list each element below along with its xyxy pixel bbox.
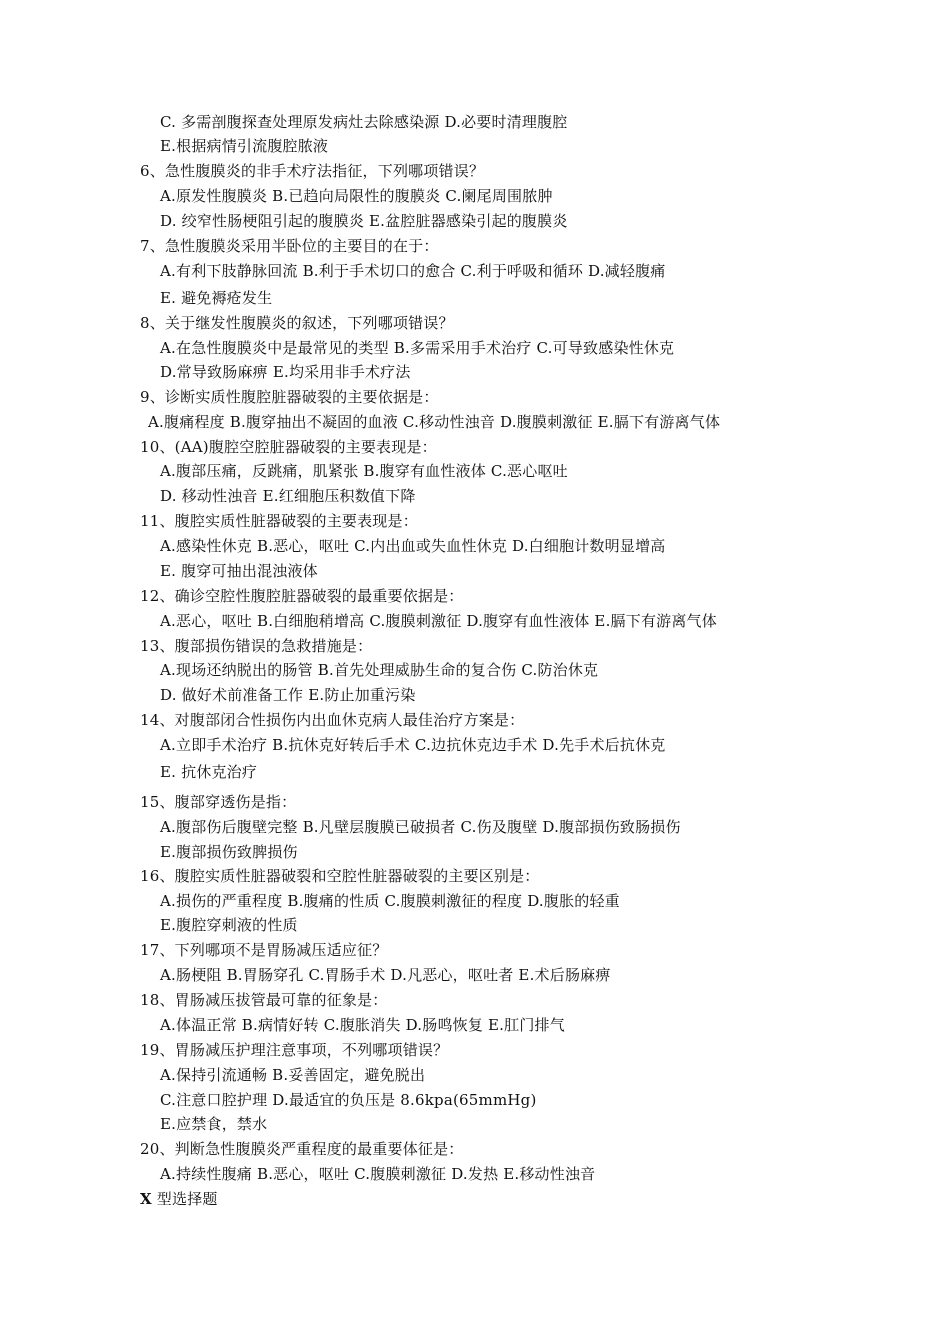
question-stem: 18、胃肠减压拔管最可靠的征象是： (140, 991, 388, 1009)
answer-options: A.有利下肢静脉回流 B.利于手术切口的愈合 C.利于呼吸和循环 D.减轻腹痛 (160, 262, 666, 280)
answer-options: E.应禁食，禁水 (160, 1115, 268, 1133)
question-stem: 7、急性腹膜炎采用半卧位的主要目的在于： (140, 237, 439, 255)
answer-options: A.在急性腹膜炎中是最常见的类型 B.多需采用手术治疗 C.可导致感染性休克 (160, 339, 675, 357)
answer-options: A.体温正常 B.病情好转 C.腹胀消失 D.肠鸣恢复 E.肛门排气 (160, 1016, 565, 1034)
answer-options: A.腹部伤后腹壁完整 B.凡壁层腹膜已破损者 C.伤及腹壁 D.腹部损伤致肠损伤 (160, 818, 681, 836)
answer-options: A.腹部压痛，反跳痛，肌紧张 B.腹穿有血性液体 C.恶心呕吐 (160, 462, 568, 480)
question-stem: 20、判断急性腹膜炎严重程度的最重要体征是： (140, 1140, 464, 1158)
answer-options: A.腹痛程度 B.腹穿抽出不凝固的血液 C.移动性浊音 D.腹膜刺激征 E.膈下有游离气体 (148, 413, 721, 431)
answer-options: D. 绞窄性肠梗阻引起的腹膜炎 E.盆腔脏器感染引起的腹膜炎 (160, 212, 568, 230)
answer-options: D. 做好术前准备工作 E.防止加重污染 (160, 686, 416, 704)
question-stem: 8、关于继发性腹膜炎的叙述，下列哪项错误？ (140, 314, 454, 332)
answer-options: A.损伤的严重程度 B.腹痛的性质 C.腹膜刺激征的程度 D.腹胀的轻重 (160, 892, 620, 910)
answer-options: E.腹腔穿刺液的性质 (160, 916, 298, 934)
answer-options: A.肠梗阻 B.胃肠穿孔 C.胃肠手术 D.凡恶心，呕吐者 E.术后肠麻痹 (160, 966, 611, 984)
question-stem: 6、急性腹膜炎的非手术疗法指征，下列哪项错误？ (140, 162, 485, 180)
question-stem: 15、腹部穿透伤是指： (140, 793, 297, 811)
question-stem: 11、腹腔实质性脏器破裂的主要表现是： (140, 512, 418, 530)
section-heading-bold: X (140, 1190, 152, 1208)
answer-options: E. 腹穿可抽出混浊液体 (160, 562, 318, 580)
question-stem: 16、腹腔实质性脏器破裂和空腔性脏器破裂的主要区别是： (140, 867, 540, 885)
answer-options: A.感染性休克 B.恶心，呕吐 C.内出血或失血性休克 D.白细胞计数明显增高 (160, 537, 666, 555)
answer-options: A.原发性腹膜炎 B.已趋向局限性的腹膜炎 C.阑尾周围脓肿 (160, 187, 553, 205)
answer-options: A.持续性腹痛 B.恶心，呕吐 C.腹膜刺激征 D.发热 E.移动性浊音 (160, 1165, 596, 1183)
question-stem: 13、腹部损伤错误的急救措施是： (140, 637, 373, 655)
question-stem: 12、确诊空腔性腹腔脏器破裂的最重要依据是： (140, 587, 464, 605)
answer-options: C.注意口腔护理 D.最适宜的负压是 8.6kpa(65mmHg) (160, 1091, 537, 1109)
question-stem: 17、下列哪项不是胃肠减压适应征？ (140, 941, 388, 959)
answer-options: A.现场还纳脱出的肠管 B.首先处理威胁生命的复合伤 C.防治休克 (160, 661, 599, 679)
answer-options: C. 多需剖腹探查处理原发病灶去除感染源 D.必要时清理腹腔 (160, 113, 568, 131)
answer-options: A.恶心，呕吐 B.白细胞稍增高 C.腹膜刺激征 D.腹穿有血性液体 E.膈下有游离气体 (160, 612, 717, 630)
question-stem: 19、胃肠减压护理注意事项，不列哪项错误？ (140, 1041, 449, 1059)
answer-options: E.根据病情引流腹腔脓液 (160, 137, 329, 155)
answer-options: A.保持引流通畅 B.妥善固定，避免脱出 (160, 1066, 426, 1084)
question-stem: 10、(AA)腹腔空腔脏器破裂的主要表现是： (140, 438, 437, 456)
question-stem: 14、对腹部闭合性损伤内出血休克病人最佳治疗方案是： (140, 711, 525, 729)
answer-options: A.立即手术治疗 B.抗休克好转后手术 C.边抗休克边手术 D.先手术后抗休克 (160, 736, 666, 754)
answer-options: E. 避免褥疮发生 (160, 289, 273, 307)
answer-options: E. 抗休克治疗 (160, 763, 258, 781)
answer-options: D.常导致肠麻痹 E.均采用非手术疗法 (160, 363, 411, 381)
answer-options: D. 移动性浊音 E.红细胞压积数值下降 (160, 487, 416, 505)
question-stem: 9、诊断实质性腹腔脏器破裂的主要依据是： (140, 388, 439, 406)
answer-options: E.腹部损伤致脾损伤 (160, 843, 298, 861)
section-heading (140, 1189, 218, 1209)
section-heading-text: 型选择题 (151, 1190, 218, 1208)
